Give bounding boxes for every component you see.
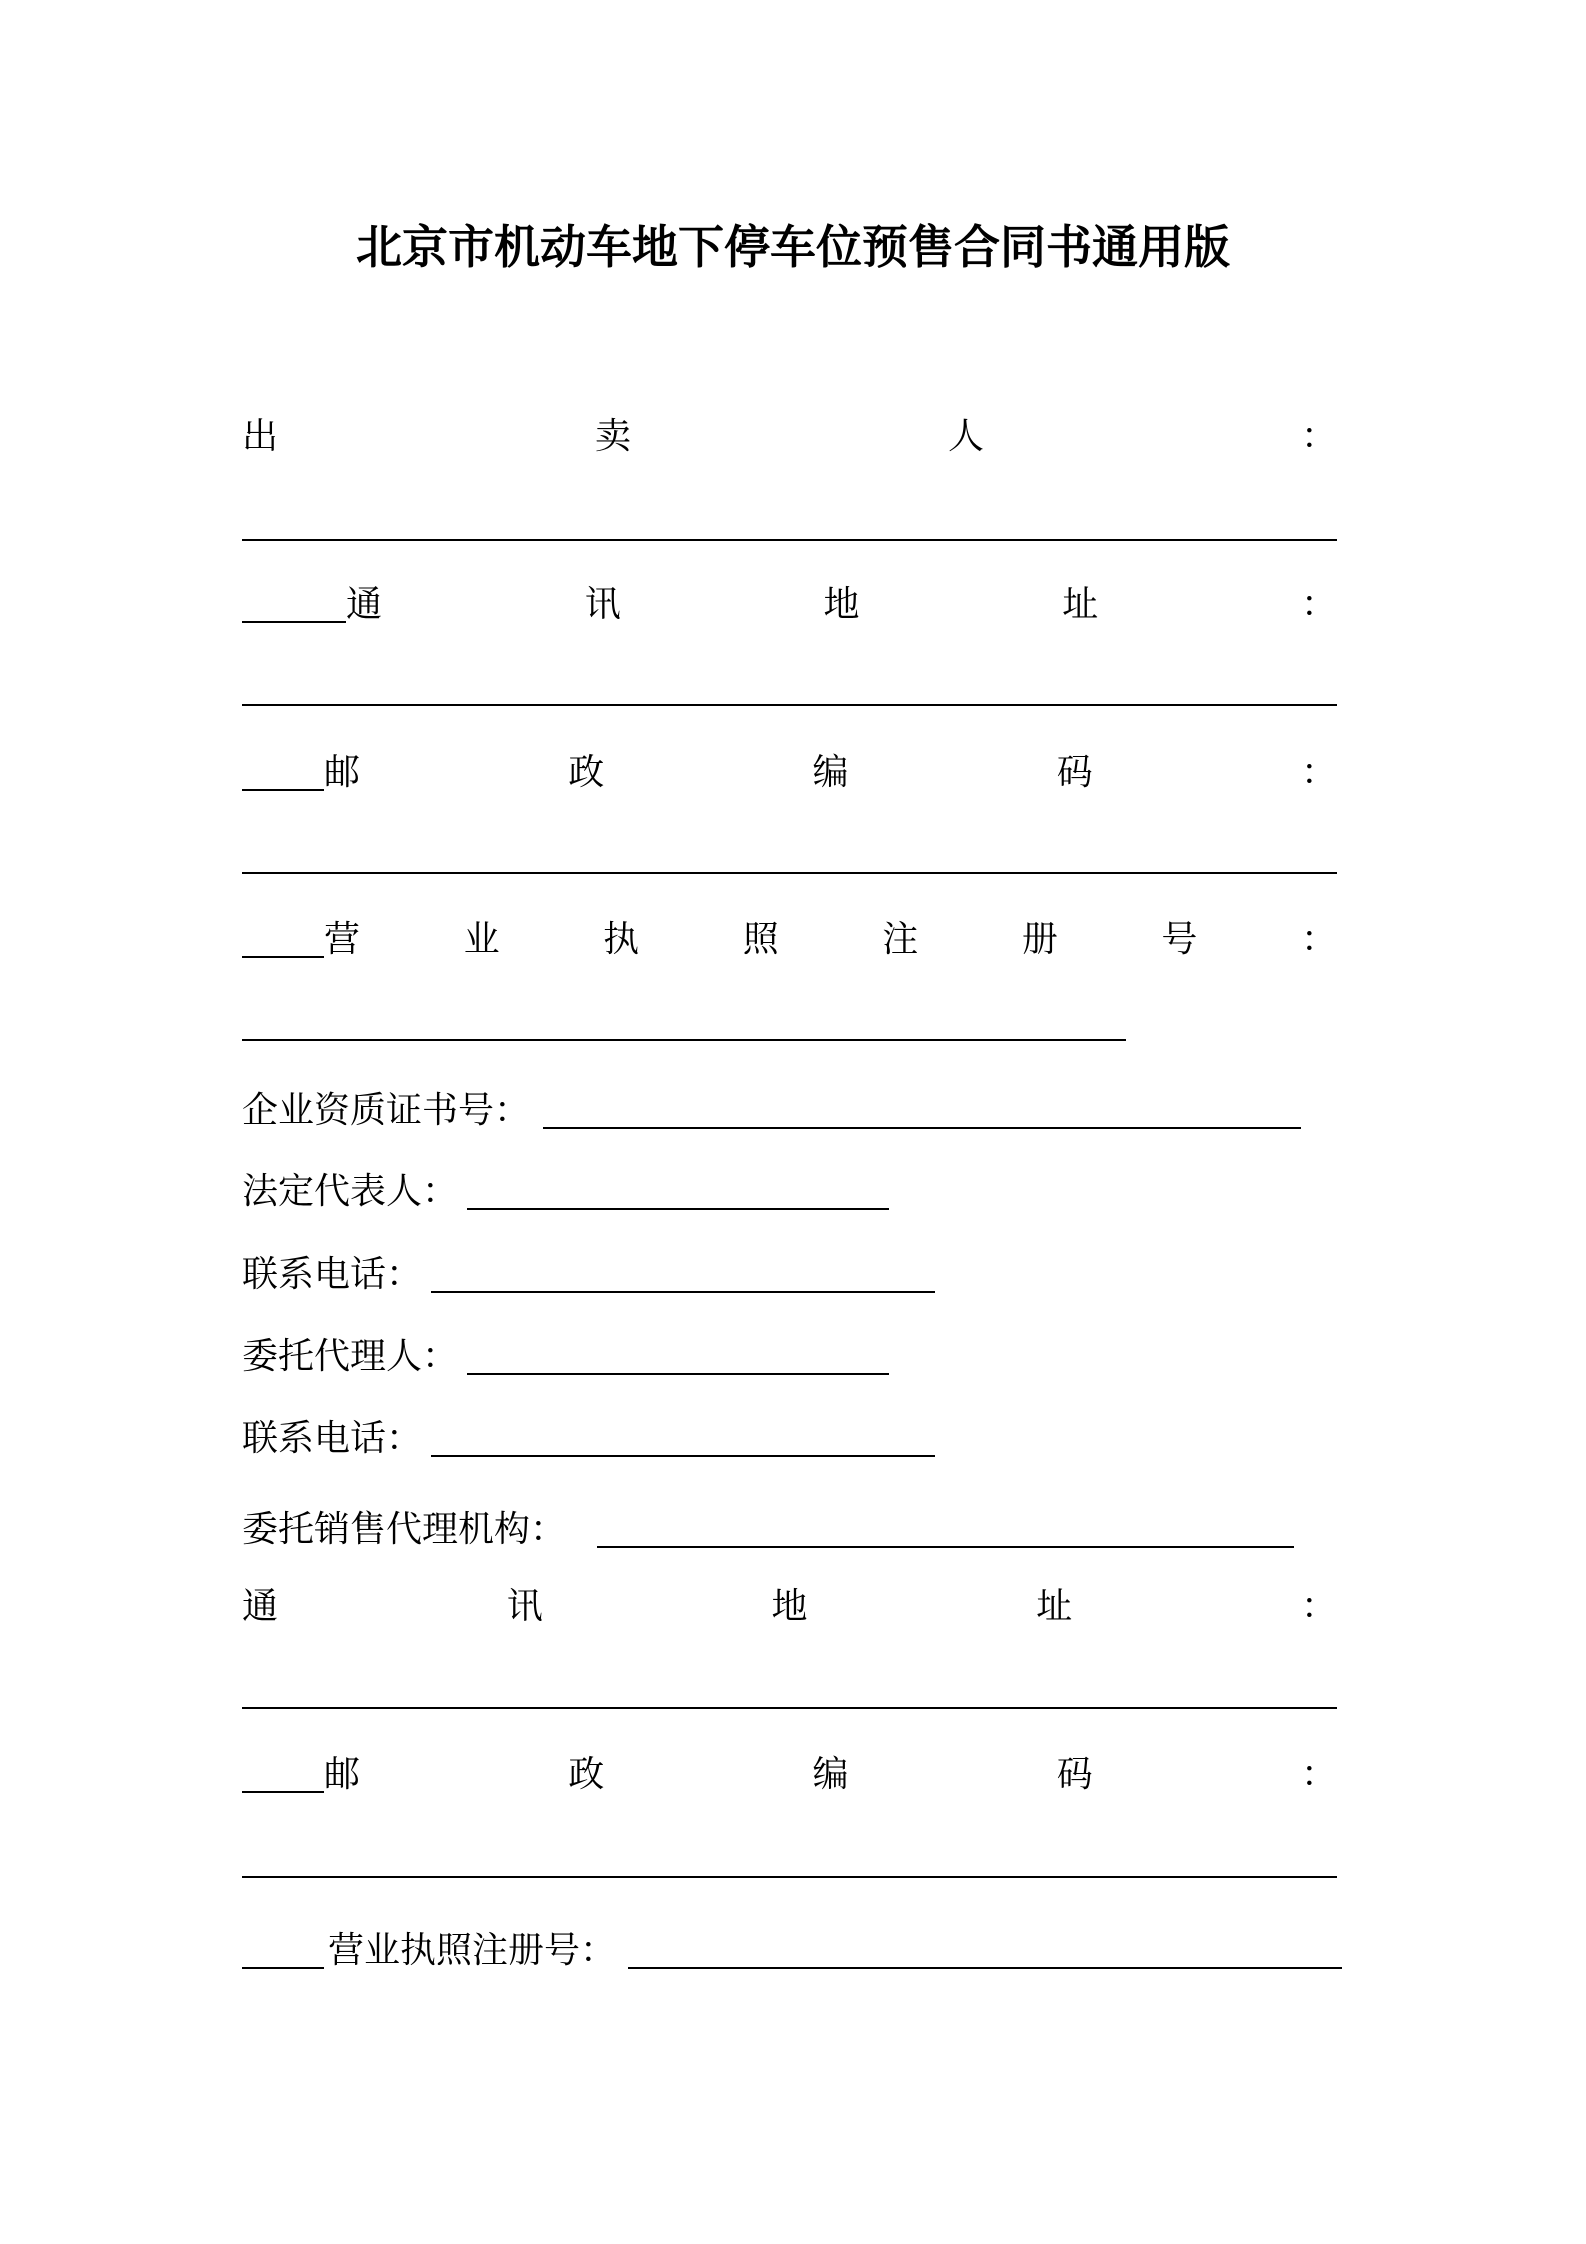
blank-line <box>242 585 346 623</box>
agency-address-blank-line <box>242 1707 1337 1709</box>
seller-name-row <box>242 411 1337 461</box>
agency-name-label: 委托销售代理机构： <box>242 1508 567 1549</box>
seller-license-blank-line <box>242 1039 1126 1041</box>
label-char: 地 <box>771 1585 808 1626</box>
label-char: 政 <box>568 751 605 792</box>
agency-address-row <box>242 1581 1337 1631</box>
label-char: 邮 <box>324 1753 361 1794</box>
seller-legal-rep-row <box>242 1166 1337 1216</box>
seller-postcode-row <box>242 747 1337 797</box>
phone-blank-line <box>431 1291 935 1293</box>
lead-group <box>242 579 382 629</box>
seller-address-row <box>242 579 1337 629</box>
label-char: 讯 <box>506 1585 543 1626</box>
blank-line <box>242 920 324 958</box>
label-char: 出 <box>242 415 279 456</box>
label-char: 人 <box>948 415 985 456</box>
label-char: 注 <box>882 918 919 959</box>
label-char: 照 <box>742 918 779 959</box>
legal-rep-blank-line <box>467 1208 889 1210</box>
label-char: 地 <box>823 583 860 624</box>
seller-qualification-row <box>242 1085 1337 1135</box>
label-char: 邮 <box>324 751 361 792</box>
legal-rep-label: 法定代表人： <box>242 1170 459 1211</box>
blank-line <box>242 1931 324 1969</box>
agency-name-row <box>242 1504 1337 1554</box>
label-char: 通 <box>346 583 383 624</box>
label-char: 号 <box>1161 918 1198 959</box>
phone-blank-line <box>431 1455 935 1457</box>
label-char: 址 <box>1036 1585 1073 1626</box>
label-colon: ： <box>1301 1585 1338 1626</box>
lead-group <box>242 747 360 797</box>
seller-agent-phone-row <box>242 1413 1337 1463</box>
agency-postcode-blank-line <box>242 1876 1337 1878</box>
label-char: 执 <box>603 918 640 959</box>
label-colon: ： <box>1301 1753 1338 1794</box>
label-char: 址 <box>1062 583 1099 624</box>
agency-license-blank-line <box>628 1967 1342 1969</box>
label-char: 讯 <box>584 583 621 624</box>
agency-postcode-row <box>242 1749 1337 1799</box>
label-char: 通 <box>242 1585 279 1626</box>
phone-label: 联系电话： <box>242 1417 423 1458</box>
label-colon: ： <box>1301 751 1338 792</box>
agency-license-label: 营业执照注册号： <box>328 1929 617 1970</box>
label-char: 编 <box>812 751 849 792</box>
seller-address-blank-line <box>242 704 1337 706</box>
lead-group <box>242 1749 360 1799</box>
label-colon: ： <box>1301 583 1338 624</box>
blank-line <box>242 753 324 791</box>
phone-label: 联系电话： <box>242 1253 423 1294</box>
label-char: 册 <box>1021 918 1058 959</box>
label-char: 政 <box>568 1753 605 1794</box>
label-colon: ： <box>1301 415 1338 456</box>
qualification-label: 企业资质证书号： <box>242 1089 531 1130</box>
label-char: 营 <box>324 918 361 959</box>
qualification-blank-line <box>543 1127 1301 1129</box>
label-colon: ： <box>1300 918 1337 959</box>
label-char: 码 <box>1056 751 1093 792</box>
label-char: 编 <box>812 1753 849 1794</box>
label-char: 卖 <box>595 415 632 456</box>
seller-legal-rep-phone-row <box>242 1249 1337 1299</box>
label-char: 业 <box>463 918 500 959</box>
seller-name-blank-line <box>242 539 1337 541</box>
seller-agent-row <box>242 1331 1337 1381</box>
agent-label: 委托代理人： <box>242 1335 459 1376</box>
label-char: 码 <box>1056 1753 1093 1794</box>
seller-license-row <box>242 914 1337 964</box>
seller-postcode-blank-line <box>242 872 1337 874</box>
blank-line <box>242 1755 324 1793</box>
document-title: 北京市机动车地下停车位预售合同书通用版 <box>356 221 1230 273</box>
agent-blank-line <box>467 1373 889 1375</box>
lead-group <box>242 914 360 964</box>
agency-license-row <box>242 1925 1337 1975</box>
agency-name-blank-line <box>597 1546 1294 1548</box>
